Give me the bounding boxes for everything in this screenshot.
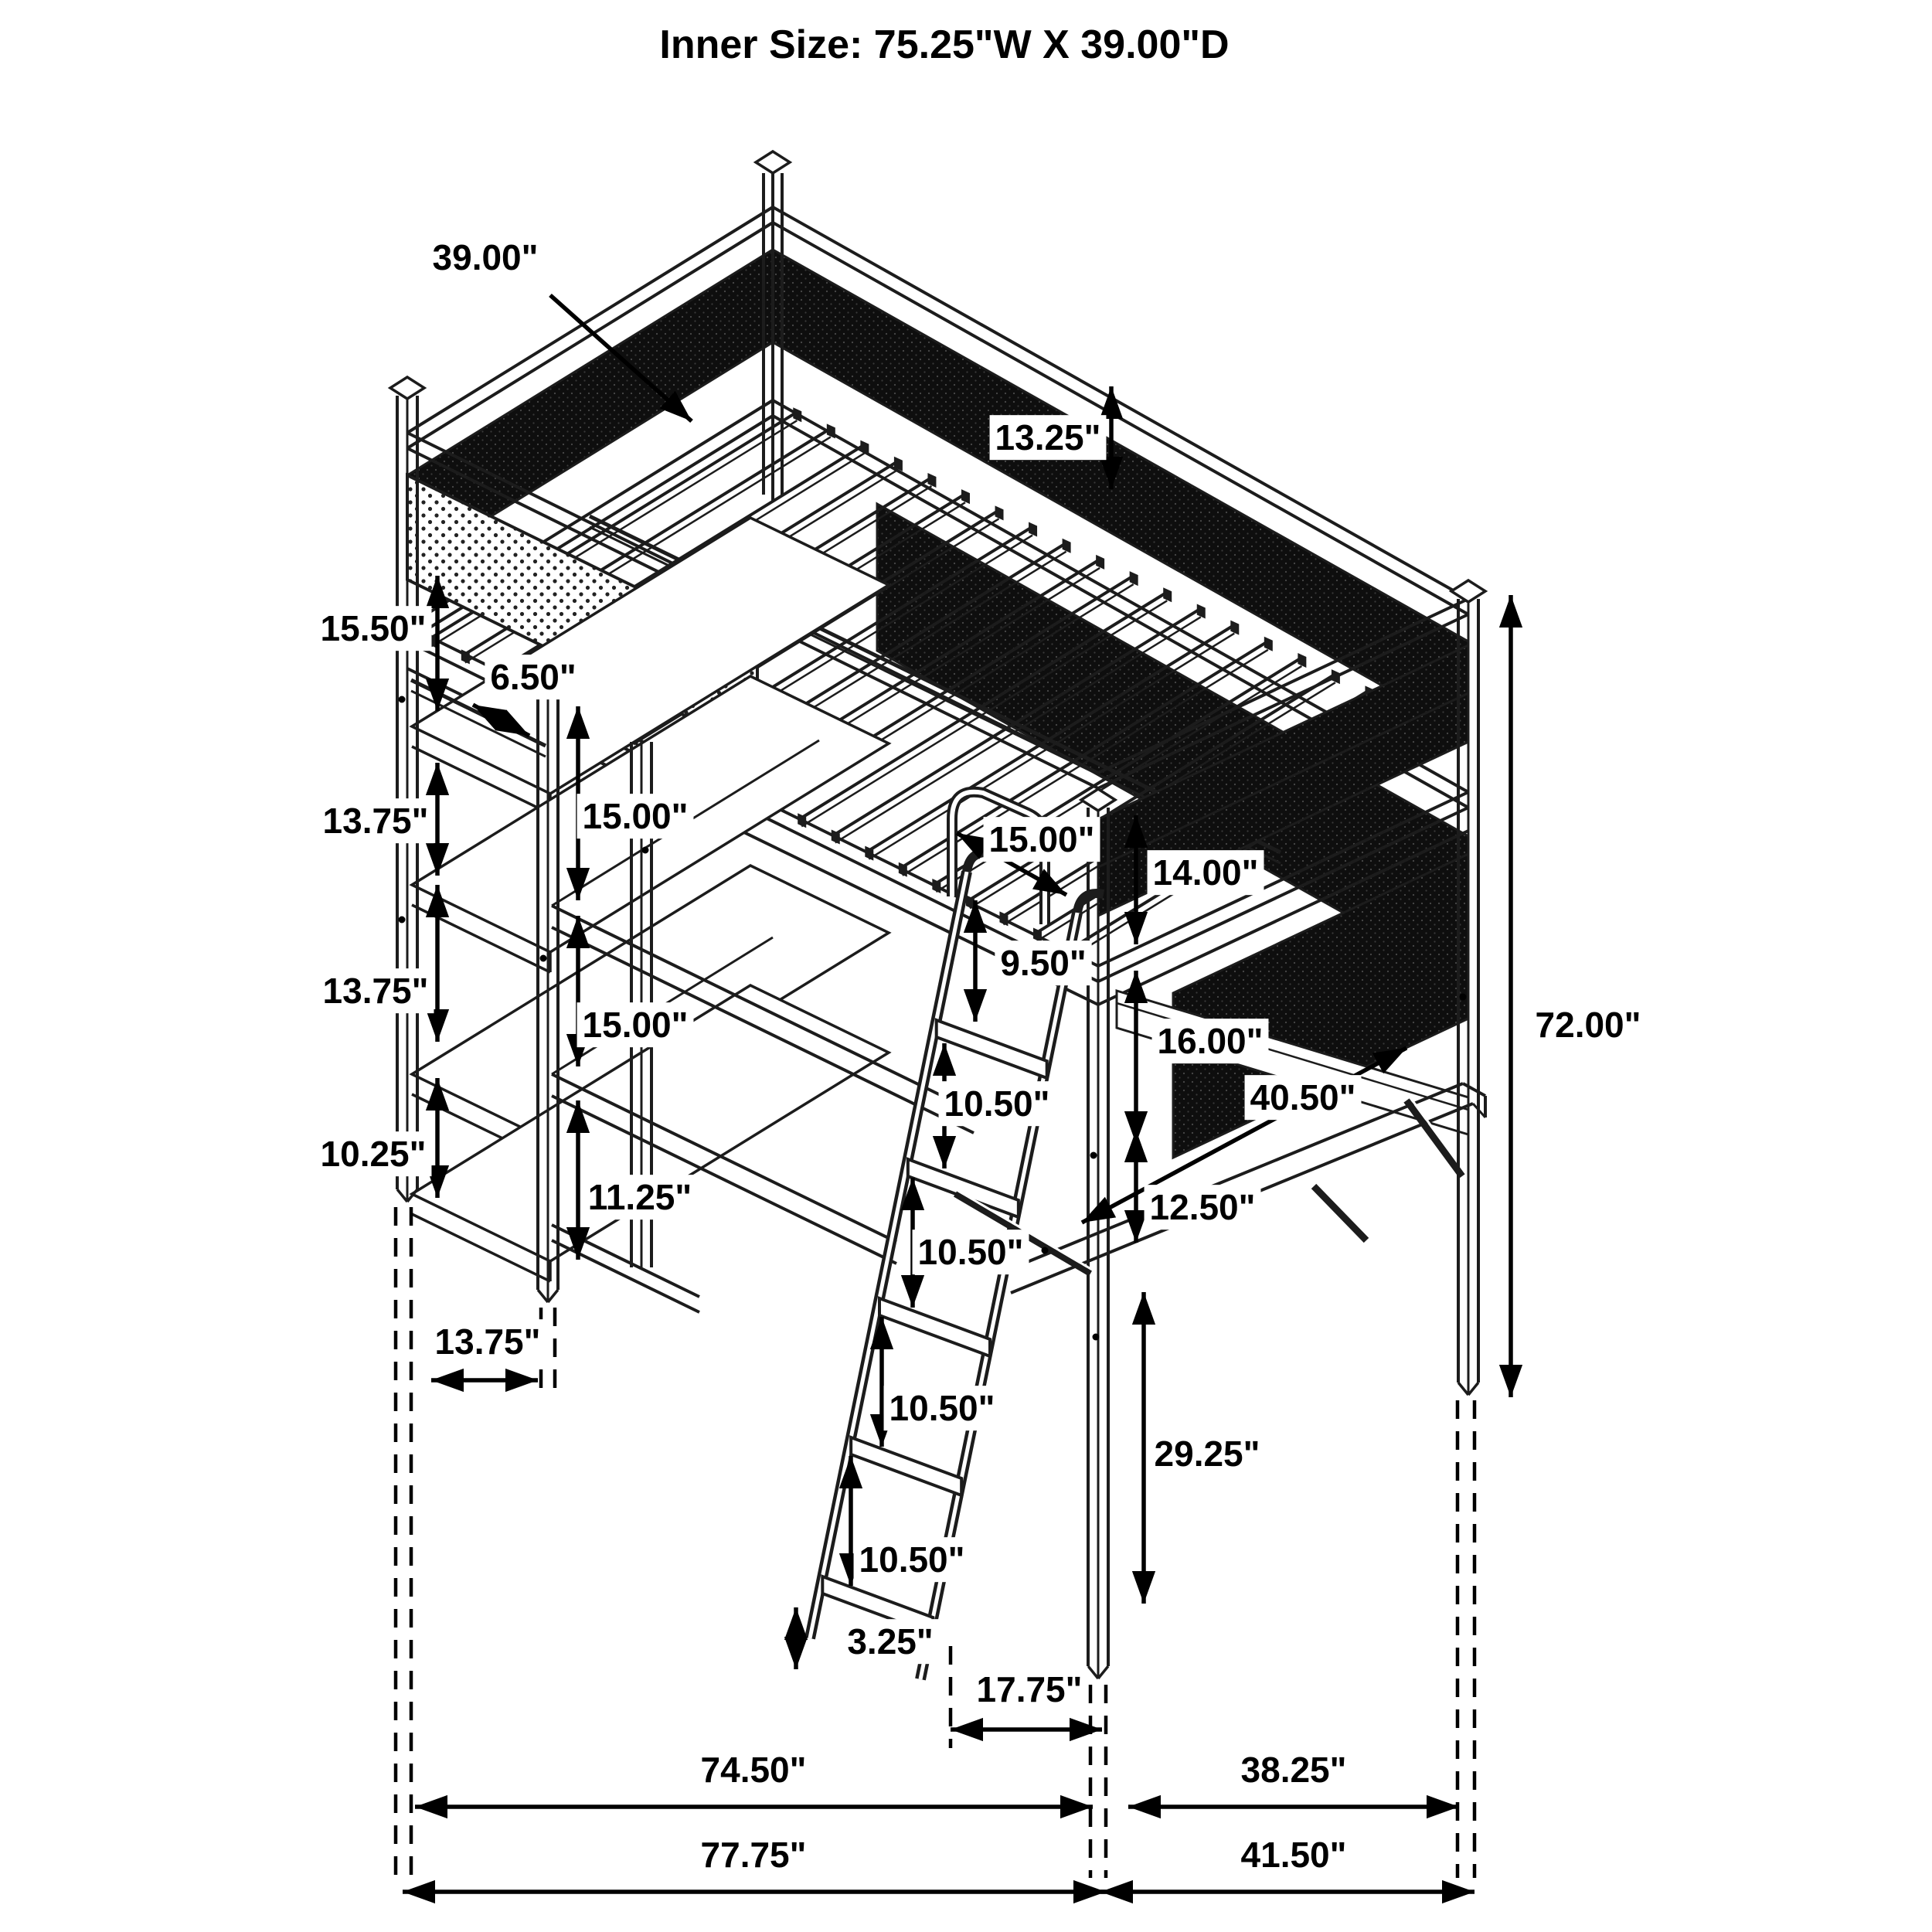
- dim-mesh-panel-height-label: 16.00": [1157, 1021, 1264, 1062]
- dim-post-to-deck-label: 14.00": [1152, 852, 1259, 893]
- dim-shelf3-to-leg-end-label: 10.25": [320, 1134, 427, 1175]
- dim-shelf1-to-shelf2-label: 13.75": [322, 801, 429, 842]
- dim-overall-height-label: 72.00": [1535, 1005, 1641, 1046]
- dim-rung2-to-rung3-label: 10.50": [917, 1232, 1024, 1273]
- bed-structure: [390, 151, 1485, 1878]
- dim-ladder-foot-offset: [951, 1667, 1102, 1741]
- diagram-title-text: Inner Size: 75.25"W X 39.00"D: [659, 22, 1230, 67]
- dim-overall-length-label: 77.75": [700, 1835, 807, 1876]
- dim-rail-to-desktop-label: 12.50": [1149, 1187, 1256, 1228]
- dim-desk-depth-label: 40.50": [1250, 1077, 1356, 1118]
- dim-deck-to-rung1-label: 9.50": [1000, 943, 1087, 984]
- dim-mattress-depth-label: 39.00": [432, 237, 539, 278]
- dim-rung4-to-rung5-label: 10.50": [859, 1539, 965, 1580]
- dim-shelf2-to-shelf3-label: 13.75": [322, 971, 429, 1012]
- dim-inner-length-label: 74.50": [700, 1750, 807, 1791]
- dim-guardrail-height-label: 13.25": [995, 417, 1101, 458]
- dim-shelf-width: [430, 1319, 546, 1392]
- dim-rung3-to-rung4-label: 10.50": [889, 1388, 995, 1429]
- dim-inner-end-depth-label: 38.25": [1240, 1750, 1347, 1791]
- dim-shelf1-to-shelf2: [318, 763, 450, 876]
- dim-rung1-to-rung2-label: 10.50": [944, 1083, 1050, 1124]
- dim-shelf-offset-label: 6.50": [490, 657, 577, 698]
- dim-overall-length: [403, 1832, 1106, 1903]
- dim-shelf-width-label: 13.75": [434, 1321, 541, 1362]
- dim-shelf2-to-shelf3: [318, 885, 450, 1042]
- dim-inner-length: [415, 1747, 1093, 1818]
- dim-rung5-to-foot-label: 3.25": [847, 1621, 934, 1662]
- dim-desk1-to-desk2-label: 15.00": [582, 1005, 689, 1046]
- diagram-title: [659, 22, 1229, 67]
- dim-inner-end-depth: [1128, 1747, 1459, 1818]
- dim-overall-end-depth-label: 41.50": [1240, 1835, 1347, 1876]
- dim-overall-height: [1499, 595, 1647, 1397]
- dim-rail-opening-label: 15.00": [988, 819, 1095, 860]
- dim-desk2-to-stretcher-label: 11.25": [587, 1177, 692, 1218]
- dim-overall-end-depth: [1100, 1832, 1475, 1903]
- dim-bunk-to-desk1-label: 15.00": [582, 796, 689, 837]
- dim-desktop-height-label: 29.25": [1154, 1434, 1260, 1475]
- dim-shelf3-to-leg-end: [315, 1078, 450, 1198]
- dim-bunk-to-shelf1-label: 15.50": [320, 608, 427, 649]
- dim-desktop-height: [1132, 1292, 1266, 1604]
- dim-ladder-foot-offset-label: 17.75": [976, 1669, 1083, 1710]
